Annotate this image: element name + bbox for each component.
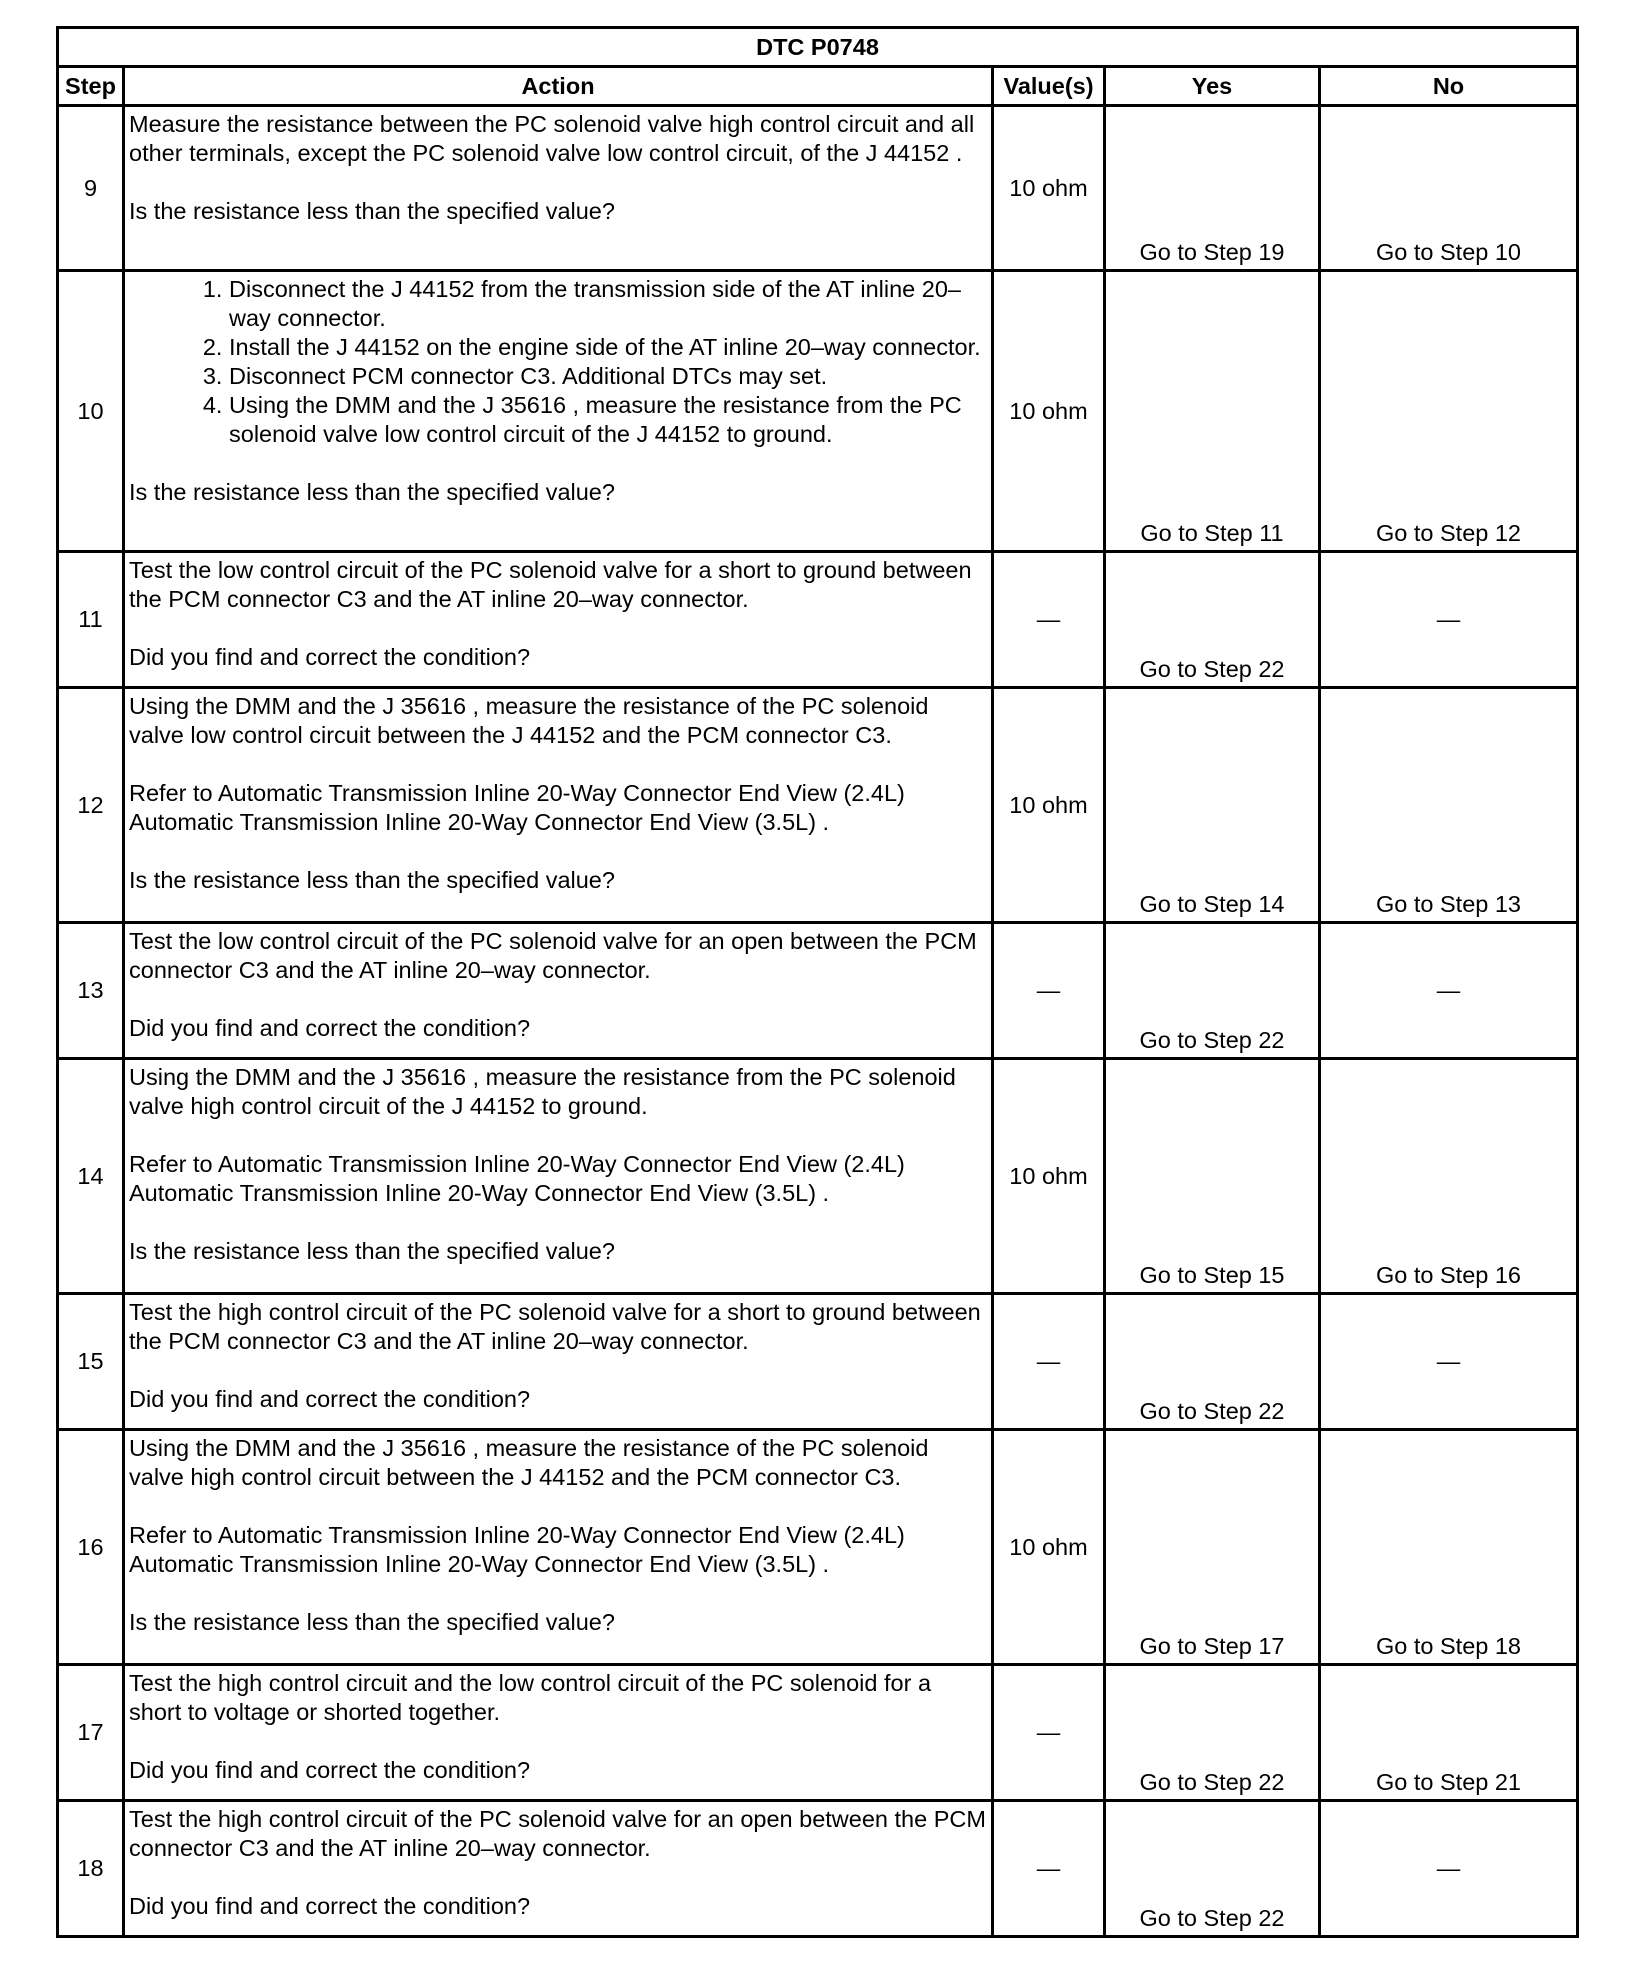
table-title: DTC P0748 [58, 28, 1578, 67]
no-link: Go to Step 18 [1375, 1633, 1522, 1659]
action-cell [124, 1430, 993, 1665]
no-cell [1320, 688, 1578, 923]
action-question: Is the resistance less than the specified value? [129, 1238, 615, 1264]
action-question: Is the resistance less than the specified value? [129, 198, 615, 224]
reference-text: Refer to Automatic Transmission Inline 20-Way Connector End View (2.4L) [129, 1522, 905, 1548]
header-values: Value(s) [993, 67, 1105, 106]
no-link: Go to Step 12 [1375, 520, 1522, 546]
action-question: Is the resistance less than the specified value? [129, 867, 615, 893]
yes-cell [1105, 923, 1320, 1059]
yes-cell [1105, 1294, 1320, 1430]
value-cell: — [993, 1294, 1105, 1430]
step-number: 14 [58, 1059, 124, 1294]
action-text: Test the high control circuit of the PC solenoid valve for a short to ground between the PCM connector C3 and the AT inline 20–way connector. [129, 1299, 981, 1354]
yes-cell [1105, 688, 1320, 923]
value-cell: 10 ohm [993, 271, 1105, 552]
table-row [58, 1665, 1578, 1801]
reference-text: Refer to Automatic Transmission Inline 20-Way Connector End View (2.4L) [129, 780, 905, 806]
value-cell: 10 ohm [993, 688, 1105, 923]
action-cell [124, 1059, 993, 1294]
reference-text: Automatic Transmission Inline 20-Way Connector End View (3.5L) . [129, 1180, 830, 1206]
step-number: 17 [58, 1665, 124, 1801]
no-link: Go to Step 10 [1375, 239, 1522, 265]
step-number: 15 [58, 1294, 124, 1430]
action-text: Test the low control circuit of the PC solenoid valve for an open between the PCM connector C3 and the AT inline 20–way connector. [129, 928, 977, 983]
list-item: 2. Install the J 44152 on the engine side of the AT inline 20–way connector. [229, 333, 987, 362]
action-cell [124, 688, 993, 923]
yes-link: Go to Step 22 [1139, 1027, 1285, 1053]
yes-link: Go to Step 15 [1139, 1262, 1285, 1288]
action-cell [124, 552, 993, 688]
action-question: Did you find and correct the condition? [129, 1386, 531, 1412]
action-steps-list [129, 275, 987, 449]
no-link: Go to Step 21 [1375, 1769, 1522, 1795]
table-row [58, 106, 1578, 271]
action-text: Measure the resistance between the PC solenoid valve high control circuit and all other terminals, except the PC solenoid valve low control circuit, of the J 44152 . [129, 111, 975, 166]
value-cell: — [993, 552, 1105, 688]
list-item: 3. Disconnect PCM connector C3. Additional DTCs may set. [229, 362, 987, 391]
yes-link: Go to Step 22 [1139, 656, 1285, 682]
no-link: Go to Step 13 [1375, 891, 1522, 917]
header-no: No [1320, 67, 1578, 106]
no-link: Go to Step 16 [1375, 1262, 1522, 1288]
step-number: 16 [58, 1430, 124, 1665]
no-cell [1320, 1665, 1578, 1801]
document-page [56, 26, 1576, 1938]
no-cell [1320, 1059, 1578, 1294]
table-row [58, 1294, 1578, 1430]
no-cell: — [1320, 1294, 1578, 1430]
action-question: Did you find and correct the condition? [129, 644, 531, 670]
yes-cell [1105, 552, 1320, 688]
action-cell [124, 1665, 993, 1801]
no-cell: — [1320, 1801, 1578, 1937]
action-text: Using the DMM and the J 35616 , measure the resistance of the PC solenoid valve high control circuit between the J 44152 and the PCM connector C3. [129, 1435, 929, 1490]
yes-cell [1105, 1430, 1320, 1665]
yes-cell [1105, 271, 1320, 552]
yes-link: Go to Step 22 [1139, 1769, 1285, 1795]
table-row [58, 1430, 1578, 1665]
action-question: Did you find and correct the condition? [129, 1015, 531, 1041]
value-cell: — [993, 923, 1105, 1059]
step-number: 18 [58, 1801, 124, 1937]
action-cell [124, 1801, 993, 1937]
action-text: Using the DMM and the J 35616 , measure the resistance of the PC solenoid valve low control circuit between the J 44152 and the PCM connector C3. [129, 693, 929, 748]
step-number: 13 [58, 923, 124, 1059]
no-cell [1320, 1430, 1578, 1665]
yes-cell [1105, 1801, 1320, 1937]
action-cell [124, 271, 993, 552]
yes-link: Go to Step 11 [1140, 520, 1284, 546]
no-cell [1320, 106, 1578, 271]
table-row [58, 1059, 1578, 1294]
action-cell [124, 923, 993, 1059]
yes-link: Go to Step 14 [1139, 891, 1285, 917]
yes-cell [1105, 1059, 1320, 1294]
value-cell: 10 ohm [993, 1059, 1105, 1294]
value-cell: — [993, 1801, 1105, 1937]
no-cell [1320, 271, 1578, 552]
dtc-table [56, 26, 1579, 1938]
table-row [58, 688, 1578, 923]
yes-cell [1105, 106, 1320, 271]
yes-link: Go to Step 22 [1139, 1398, 1285, 1424]
value-cell: — [993, 1665, 1105, 1801]
yes-cell [1105, 1665, 1320, 1801]
action-text: Using the DMM and the J 35616 , measure the resistance from the PC solenoid valve high control circuit of the J 44152 to ground. [129, 1064, 956, 1119]
action-text: Test the high control circuit of the PC solenoid valve for an open between the PCM connector C3 and the AT inline 20–way connector. [129, 1806, 986, 1861]
header-yes: Yes [1105, 67, 1320, 106]
step-number: 11 [58, 552, 124, 688]
action-cell [124, 106, 993, 271]
table-row [58, 552, 1578, 688]
action-text: Test the low control circuit of the PC solenoid valve for a short to ground between the PCM connector C3 and the AT inline 20–way connector. [129, 557, 972, 612]
action-cell [124, 1294, 993, 1430]
reference-text: Automatic Transmission Inline 20-Way Connector End View (3.5L) . [129, 1551, 830, 1577]
no-cell: — [1320, 923, 1578, 1059]
yes-link: Go to Step 19 [1139, 239, 1285, 265]
action-question: Is the resistance less than the specified value? [129, 1609, 615, 1635]
step-number: 12 [58, 688, 124, 923]
value-cell: 10 ohm [993, 106, 1105, 271]
list-item: 4. Using the DMM and the J 35616 , measure the resistance from the PC solenoid valve low control circuit of the J 44152 to ground. [229, 391, 987, 449]
table-row [58, 1801, 1578, 1937]
value-cell: 10 ohm [993, 1430, 1105, 1665]
action-text: Test the high control circuit and the low control circuit of the PC solenoid for a short to voltage or shorted together. [129, 1670, 932, 1725]
reference-text: Automatic Transmission Inline 20-Way Connector End View (3.5L) . [129, 809, 830, 835]
header-step: Step [58, 67, 124, 106]
list-item: 1. Disconnect the J 44152 from the transmission side of the AT inline 20–way connector. [229, 275, 987, 333]
reference-text: Refer to Automatic Transmission Inline 20-Way Connector End View (2.4L) [129, 1151, 905, 1177]
action-question: Did you find and correct the condition? [129, 1893, 531, 1919]
yes-link: Go to Step 22 [1139, 1905, 1285, 1931]
step-number: 9 [58, 106, 124, 271]
yes-link: Go to Step 17 [1139, 1633, 1285, 1659]
table-row [58, 271, 1578, 552]
table-row [58, 923, 1578, 1059]
no-cell: — [1320, 552, 1578, 688]
header-action: Action [124, 67, 993, 106]
action-question: Did you find and correct the condition? [129, 1757, 531, 1783]
action-question: Is the resistance less than the specified value? [129, 479, 615, 505]
step-number: 10 [58, 271, 124, 552]
